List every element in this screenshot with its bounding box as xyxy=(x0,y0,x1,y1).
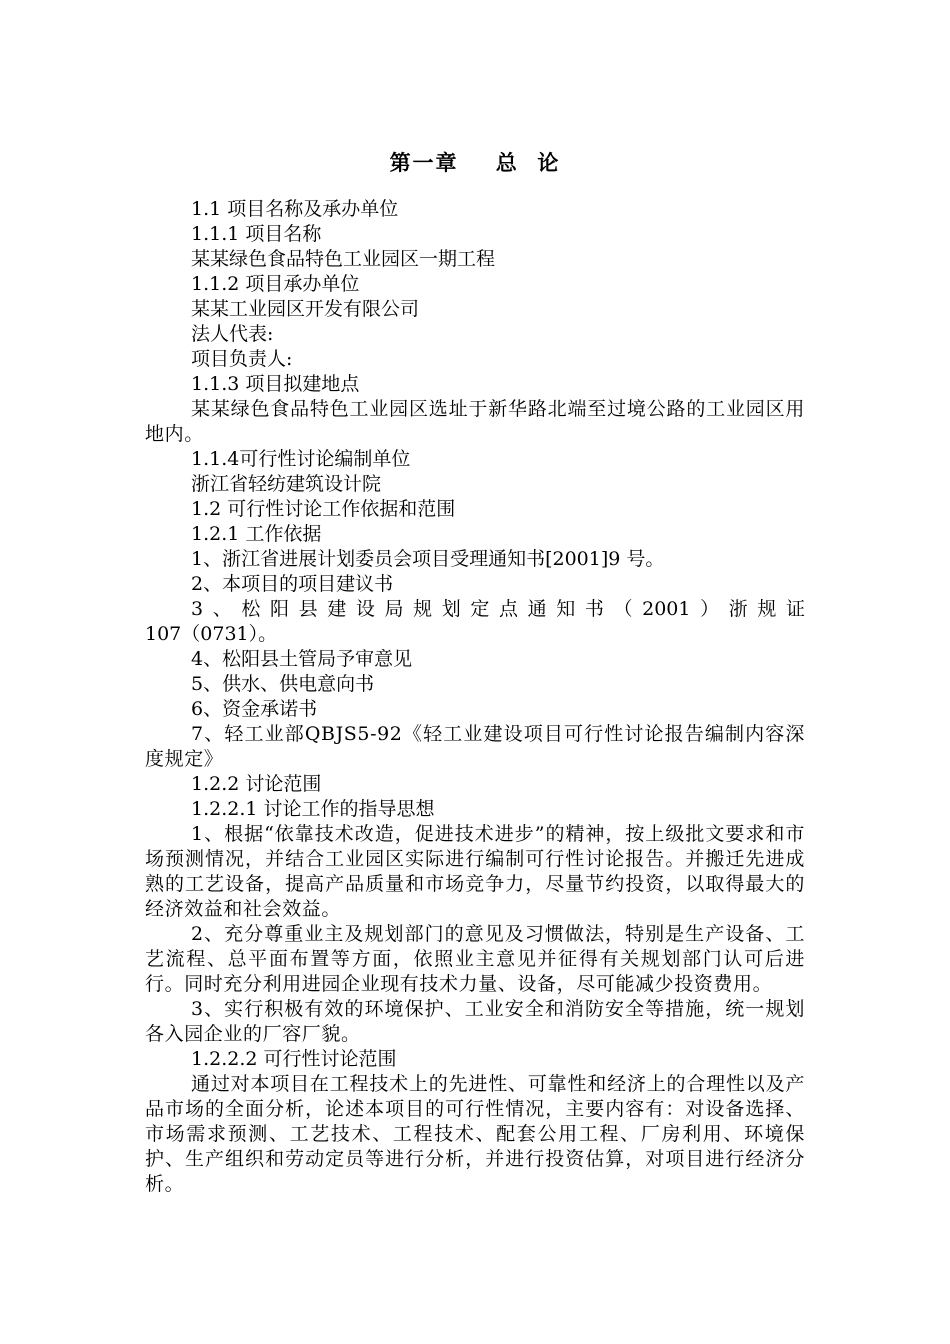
scope-paragraph: 通过对本项目在工程技术上的先进性、可靠性和经济上的合理性以及产品市场的全面分析，论述本项目的可行性情况，主要内容有：对设备选择、市场需求预测、工艺技术、工程技术、配套公用工程、厂房利用、环境保护、生产组织和劳动定员等进行分析，并进行投资估算，对项目进行经济分析。 xyxy=(145,1073,805,1195)
guideline-paragraph: 3、实行积极有效的环境保护、工业安全和消防安全等措施，统一规划各入园企业的厂容厂貌。 xyxy=(145,998,805,1045)
guideline-paragraph: 2、充分尊重业主及规划部门的意见及习惯做法，特别是生产设备、工艺流程、总平面布置等方面，依照业主意见并征得有关规划部门认可后进行。同时充分利用进园企业现有技术力量、设备，尽可能减少投资费用。 xyxy=(145,923,805,995)
subsubsection-heading: 1.2.2.1 讨论工作的指导思想 xyxy=(191,798,435,820)
basis-item: 2、本项目的项目建议书 xyxy=(191,573,394,595)
legal-representative: 法人代表: xyxy=(191,323,274,345)
subsubsection-heading: 1.2.2.2 可行性讨论范围 xyxy=(191,1048,397,1070)
basis-item-continued: 107（0731）。 xyxy=(145,623,278,645)
section-heading: 1.1 项目名称及承办单位 xyxy=(191,198,399,220)
site-paragraph: 某某绿色食品特色工业园区选址于新华路北端至过境公路的工业园区用地内。 xyxy=(145,398,805,445)
basis-item: 3、松阳县建设局规划定点通知书（2001）浙规证 xyxy=(191,598,805,620)
basis-item: 4、松阳县土管局予审意见 xyxy=(191,648,413,670)
subsection-heading: 1.2.2 讨论范围 xyxy=(191,773,322,795)
document-body xyxy=(145,197,805,1197)
chapter-title: 第一章 总 论 xyxy=(389,150,561,175)
section-heading: 1.2 可行性讨论工作依据和范围 xyxy=(191,498,456,520)
subsection-heading: 1.1.2 项目承办单位 xyxy=(191,273,360,295)
basis-item: 7、轻工业部QBJS5-92《轻工业建设项目可行性讨论报告编制内容深度规定》 xyxy=(145,723,805,770)
subsection-heading: 1.2.1 工作依据 xyxy=(191,523,322,545)
project-leader: 项目负责人: xyxy=(191,348,293,370)
project-name: 某某绿色食品特色工业园区一期工程 xyxy=(191,248,496,270)
basis-item: 1、浙江省进展计划委员会项目受理通知书[2001]9 号。 xyxy=(191,548,665,570)
basis-item: 5、供水、供电意向书 xyxy=(191,673,375,695)
basis-item: 6、资金承诺书 xyxy=(191,698,318,720)
guideline-paragraph: 1、根据“依靠技术改造，促进技术进步”的精神，按上级批文要求和市场预测情况，并结合工业园区实际进行编制可行性讨论报告。并搬迁先进成熟的工艺设备，提高产品质量和市场竞争力，尽量节约投资，以取得最大的经济效益和社会效益。 xyxy=(145,823,805,920)
subsection-heading: 1.1.1 项目名称 xyxy=(191,223,322,245)
subsection-heading: 1.1.3 项目拟建地点 xyxy=(191,373,360,395)
sponsor-company: 某某工业园区开发有限公司 xyxy=(191,298,420,320)
subsection-heading: 1.1.4可行性讨论编制单位 xyxy=(191,448,411,470)
design-institute: 浙江省轻纺建筑设计院 xyxy=(191,473,382,495)
